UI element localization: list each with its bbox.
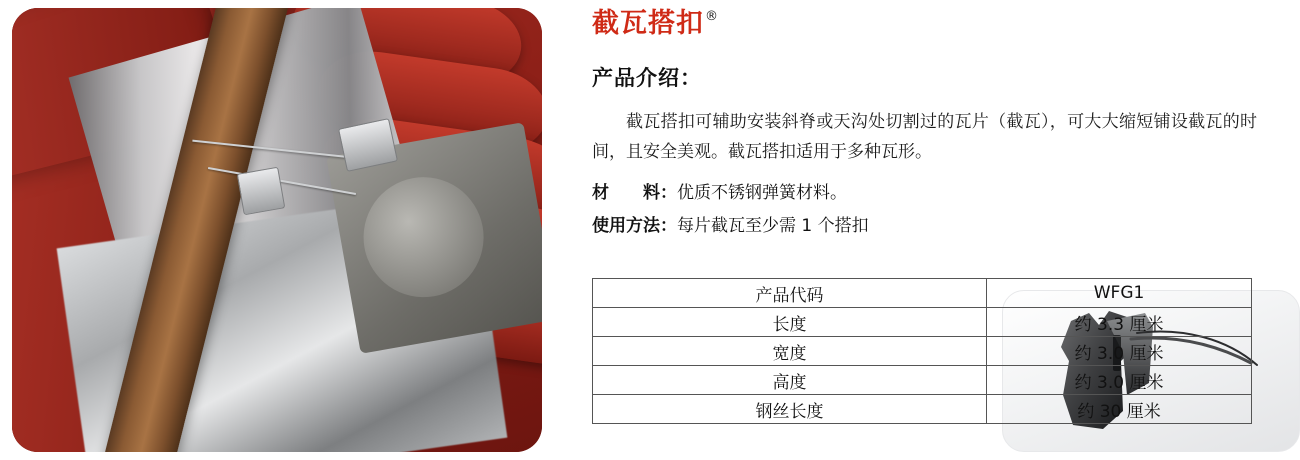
spec-value: 约 30 厘米 bbox=[987, 395, 1252, 424]
spec-name: 高度 bbox=[593, 366, 987, 395]
tile-clip-shape bbox=[237, 167, 286, 216]
table-row bbox=[593, 395, 1252, 424]
spec-name: 产品代码 bbox=[593, 279, 987, 308]
spec-name: 宽度 bbox=[593, 337, 987, 366]
table-row bbox=[593, 337, 1252, 366]
intro-heading: 产品介绍： bbox=[592, 66, 702, 90]
material-value: 优质不锈钢弹簧材料。 bbox=[677, 183, 847, 203]
spec-name: 长度 bbox=[593, 308, 987, 337]
spec-value: 约 3.0 厘米 bbox=[987, 366, 1252, 395]
usage-value: 每片截瓦至少需 1 个搭扣 bbox=[677, 216, 869, 236]
table-row bbox=[593, 366, 1252, 395]
material-label: 材 料： bbox=[592, 183, 677, 203]
spec-value: WFG1 bbox=[987, 279, 1252, 308]
table-row bbox=[593, 308, 1252, 337]
spec-name: 钢丝长度 bbox=[593, 395, 987, 424]
material-line bbox=[592, 178, 847, 203]
product-title: 截瓦搭扣 bbox=[592, 8, 704, 39]
registered-trademark-icon: ® bbox=[705, 9, 718, 24]
spec-value: 约 3.3 厘米 bbox=[987, 308, 1252, 337]
spec-value: 约 3.0 厘米 bbox=[987, 337, 1252, 366]
usage-line bbox=[592, 211, 869, 236]
main-product-photo bbox=[12, 8, 542, 452]
table-row bbox=[593, 279, 1252, 308]
intro-paragraph: 截瓦搭扣可辅助安装斜脊或天沟处切割过的瓦片（截瓦），可大大缩短铺设截瓦的时间，且安全美观。截瓦搭扣适用于多种瓦形。 bbox=[592, 112, 1257, 162]
usage-label: 使用方法： bbox=[592, 216, 677, 236]
specification-table bbox=[592, 278, 1252, 424]
content-column bbox=[592, 0, 1282, 460]
product-title-row bbox=[592, 8, 718, 40]
